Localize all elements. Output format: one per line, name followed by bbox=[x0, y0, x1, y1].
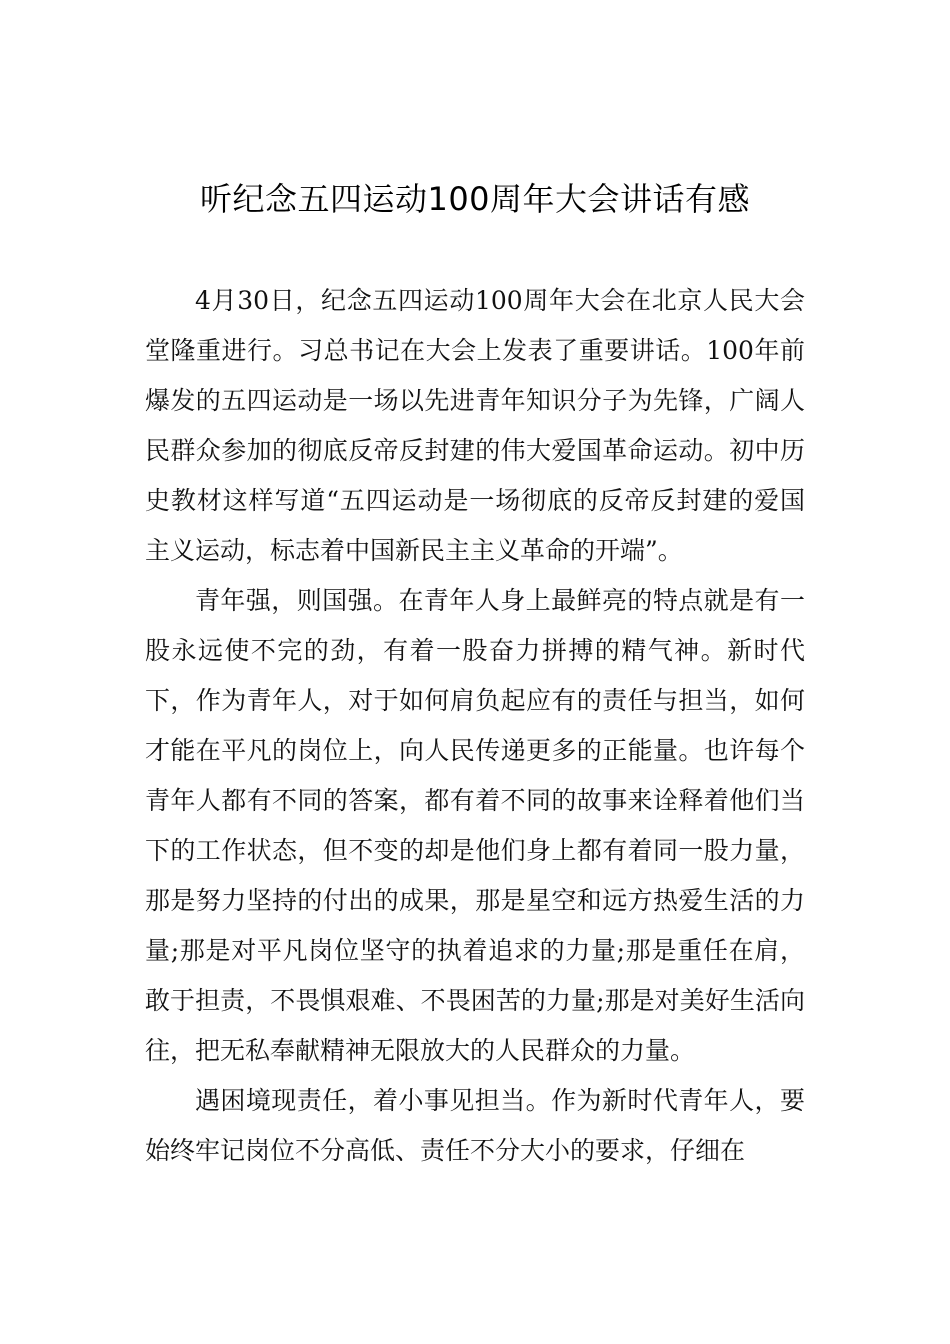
paragraph-2: 青年强，则国强。在青年人身上最鲜亮的特点就是有一股永远使不完的劲，有着一股奋力拼搏的精气神。新时代下，作为青年人，对于如何肩负起应有的责任与担当，如何才能在平凡的岗位上，向人民传递更多的正能量。也许每个青年人都有不同的答案，都有着不同的故事来诠释着他们当下的工作状态，但不变的却是他们身上都有着同一股力量，那是努力坚持的付出的成果，那是星空和远方热爱生活的力量;那是对平凡岗位坚守的执着追求的力量;那是重任在肩，敢于担责，不畏惧艰难、不畏困苦的力量;那是对美好生活向往，把无私奉献精神无限放大的人民群众的力量。 bbox=[145, 586, 805, 1065]
document-body bbox=[145, 276, 805, 1176]
document-title: 听纪念五四运动100周年大会讲话有感 bbox=[199, 180, 751, 218]
paragraph-3: 遇困境现责任，着小事见担当。作为新时代青年人，要始终牢记岗位不分高低、责任不分大小的要求，仔细在 bbox=[145, 1086, 805, 1165]
paragraph-1: 4月30日，纪念五四运动100周年大会在北京人民大会堂隆重进行。习总书记在大会上发表了重要讲话。100年前爆发的五四运动是一场以先进青年知识分子为先锋，广阔人民群众参加的彻底反帝反封建的伟大爱国革命运动。初中历史教材这样写道“五四运动是一场彻底的反帝反封建的爱国主义运动，标志着中国新民主主义革命的开端”。 bbox=[145, 286, 805, 565]
